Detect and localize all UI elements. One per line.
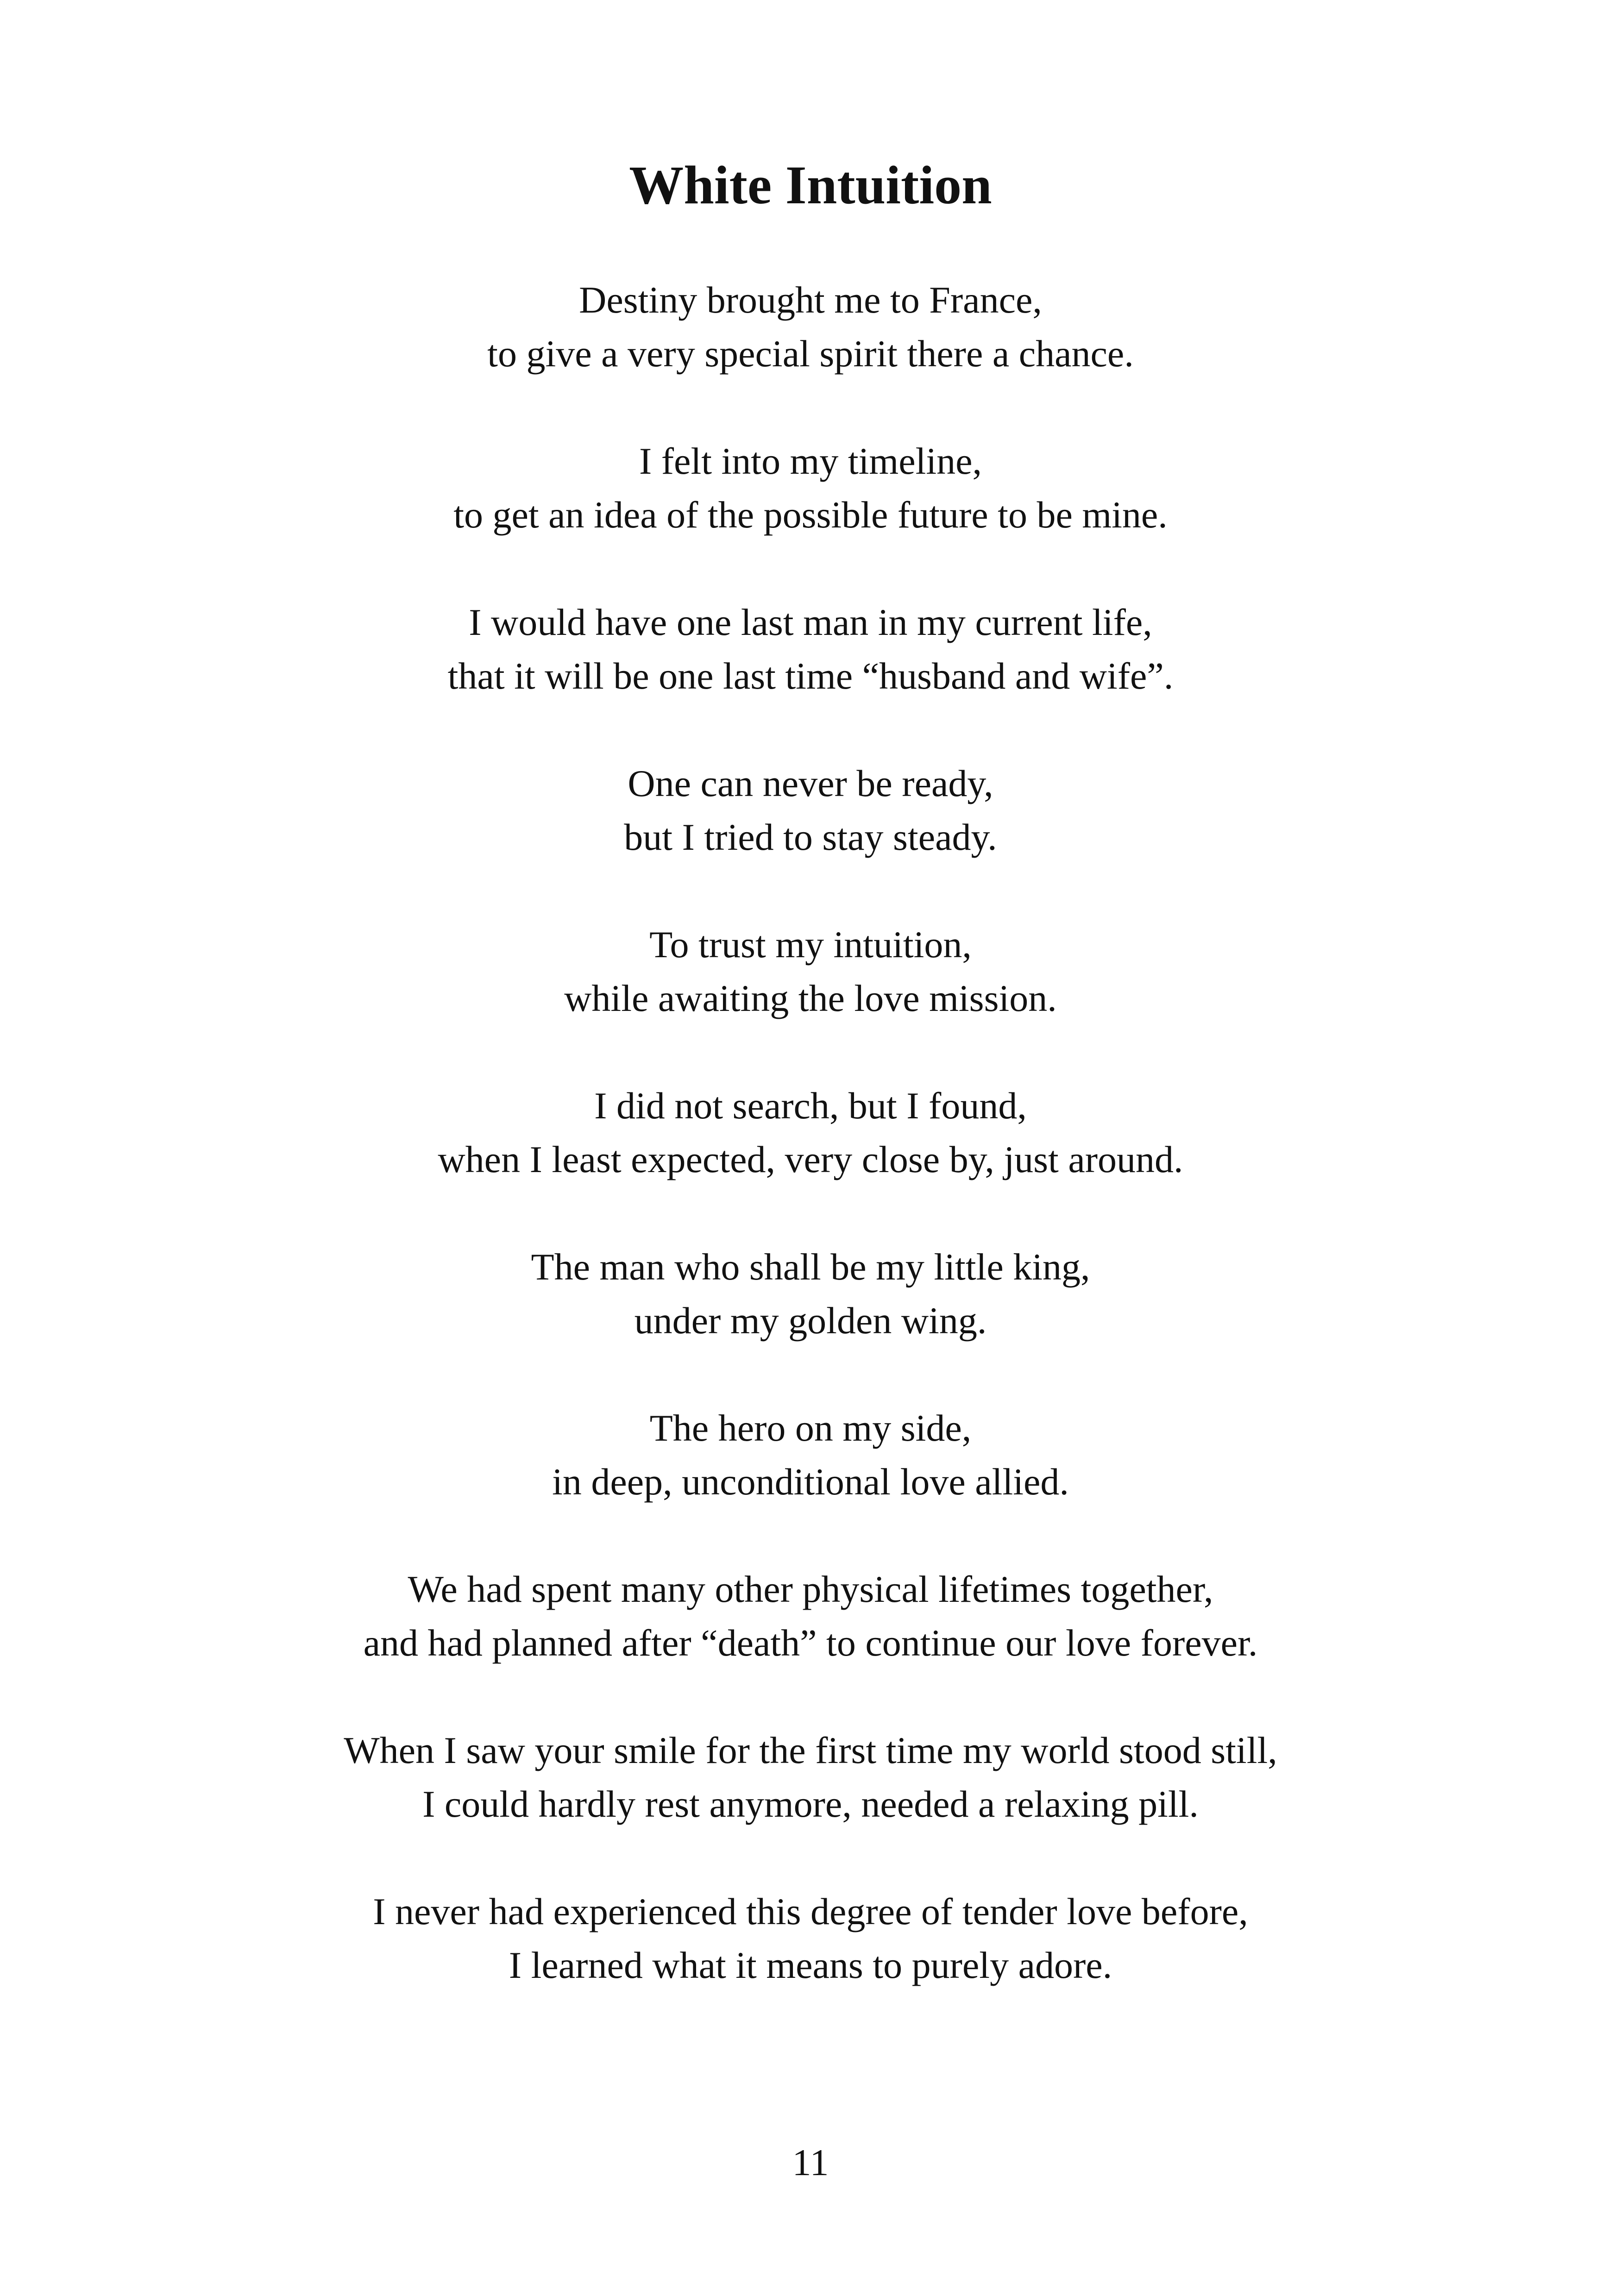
poem-line: and had planned after “death” to continue our love forever. — [363, 1622, 1258, 1664]
poem-line: I never had experienced this degree of tender love before, — [373, 1890, 1248, 1932]
poem-line: that it will be one last time “husband and wife”. — [447, 655, 1174, 697]
poem-line: The man who shall be my little king, — [531, 1246, 1090, 1288]
stanza-7 — [0, 1240, 1621, 1348]
stanza-1 — [0, 273, 1621, 381]
poem-line: We had spent many other physical lifetimes together, — [408, 1568, 1213, 1610]
stanza-11 — [0, 1885, 1621, 1992]
poem-line: when I least expected, very close by, just around. — [438, 1138, 1183, 1180]
poem-body — [0, 273, 1621, 2046]
poem-line: The hero on my side, — [649, 1407, 972, 1449]
stanza-9 — [0, 1562, 1621, 1670]
stanza-8 — [0, 1401, 1621, 1509]
poem-title: White Intuition — [629, 155, 992, 215]
poem-line: When I saw your smile for the first time my world stood still, — [344, 1729, 1277, 1771]
poem-line: I could hardly rest anymore, needed a relaxing pill. — [422, 1783, 1199, 1825]
poem-line: while awaiting the love mission. — [564, 977, 1057, 1019]
stanza-4 — [0, 757, 1621, 864]
page-number: 11 — [792, 2141, 829, 2183]
poem-line: Destiny brought me to France, — [579, 279, 1042, 321]
stanza-10 — [0, 1724, 1621, 1831]
poem-line: in deep, unconditional love allied. — [552, 1461, 1069, 1503]
stanza-2 — [0, 434, 1621, 542]
poem-line: One can never be ready, — [628, 762, 993, 804]
stanza-5 — [0, 918, 1621, 1025]
poem-line: I felt into my timeline, — [639, 440, 982, 482]
poem-line: I would have one last man in my current life, — [469, 601, 1152, 643]
poem-line: to give a very special spirit there a chance. — [487, 332, 1134, 375]
stanza-6 — [0, 1079, 1621, 1186]
poem-line: under my golden wing. — [634, 1299, 987, 1342]
poem-line: I did not search, but I found, — [594, 1085, 1027, 1127]
stanza-3 — [0, 596, 1621, 703]
poem-line: to get an idea of the possible future to be mine. — [453, 494, 1168, 536]
poem-line: but I tried to stay steady. — [624, 816, 997, 858]
poem-line: I learned what it means to purely adore. — [509, 1944, 1112, 1986]
poem-line: To trust my intuition, — [649, 923, 972, 966]
